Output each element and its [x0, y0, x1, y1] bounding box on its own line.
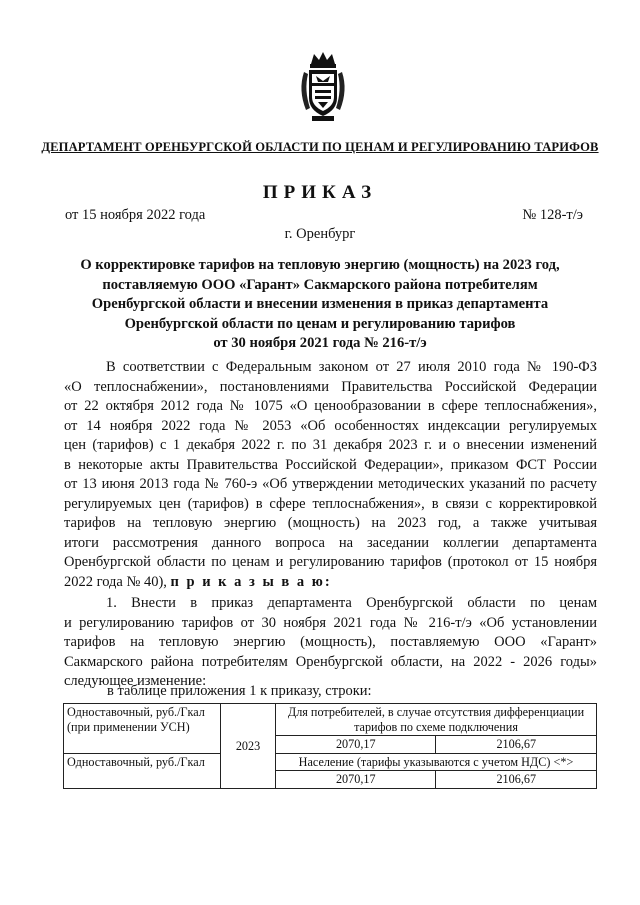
table-cell-value: 2070,17 [276, 771, 436, 789]
table-cell-value: 2106,67 [436, 771, 597, 789]
tariff-table [63, 703, 597, 789]
paragraph-line: 1. Внести в приказ департамента Оренбургской области по ценам [106, 595, 597, 611]
paragraph-line: «О теплоснабжении», постановлениями Правительства Российской Федерации [64, 378, 597, 395]
paragraph-line: В соответствии с Федеральным законом от 27 июля 2010 года № 190-ФЗ [106, 359, 597, 375]
paragraph-line: в некоторые акты Правительства Российской Федерации», приказом ФСТ России [64, 456, 597, 473]
document-type: ПРИКАЗ [262, 182, 378, 203]
table-cell-label: Одноставочный, руб./Гкал (при применении УСН) [64, 704, 221, 754]
paragraph-line-last [64, 573, 597, 593]
subject-line: от 30 ноября 2021 года № 216-т/э [213, 335, 427, 351]
table-cell-label: Одноставочный, руб./Гкал [64, 753, 221, 788]
paragraph-line: и регулированию тарифов от 30 ноября 2021 года № 216-т/э «Об установлении [64, 614, 597, 631]
paragraph-line: от 22 октября 2012 года № 1075 «О ценообразовании в сфере теплоснабжения», [64, 398, 597, 414]
table-row [64, 753, 597, 771]
paragraph-line: цен (тарифов) с 1 декабря 2022 г. по 31 декабря 2023 г. и о внесении изменений [64, 437, 597, 453]
paragraph-line: следующее изменение: [64, 673, 207, 689]
table-cell-header: Население (тарифы указываются с учетом НДС) <*> [276, 753, 597, 771]
table-row [64, 704, 597, 736]
order-word: п р и к а з ы в а ю: [170, 573, 332, 590]
document-city: г. Оренбург [284, 226, 356, 242]
table-cell-value: 2106,67 [436, 736, 597, 754]
document-date: от 15 ноября 2022 года [65, 207, 206, 223]
paragraph-line: регулируемых цен (тарифов) в сфере теплоснабжения», в связи с корректировкой [64, 495, 597, 512]
paragraph-line: от 13 июня 2013 года № 760-э «Об утверждении методических указаний по расчету [64, 476, 597, 492]
table-cell-value: 2070,17 [276, 736, 436, 754]
paragraph-tail: 2022 года № 40), [64, 573, 167, 590]
paragraph-line: итоги рассмотрения данного вопроса на заседании коллегии департамента [64, 534, 597, 551]
document-number: № 128-т/э [522, 207, 583, 223]
document-subject [60, 256, 580, 354]
subject-line: Оренбургской области по ценам и регулированию тарифов [124, 315, 516, 332]
table-cell-header: Для потребителей, в случае отсутствия дифференциации тарифов по схеме подключения [276, 704, 597, 736]
subject-line: О корректировке тарифов на тепловую энергию (мощность) на 2023 год, [80, 257, 560, 273]
paragraph-line: тарифов на тепловую энергию (мощность), поставляемую ООО «Гарант» [64, 634, 597, 650]
paragraph-line: тарифов на тепловую энергию (мощность) на 2023 год, а также учитывая [64, 515, 597, 531]
preamble-paragraph [64, 358, 597, 592]
table-caption: в таблице приложения 1 к приказу, строки: [107, 683, 372, 699]
table-cell-year: 2023 [221, 704, 276, 789]
subject-line: Оренбургской области и внесении изменения в приказ департамента [91, 296, 549, 312]
paragraph-line: Сакмарского района потребителям Оренбургской области, на 2022 - 2026 годы» [64, 653, 597, 670]
item-1-paragraph [64, 594, 597, 692]
subject-line: поставляемую ООО «Гарант» Сакмарского района потребителям [102, 276, 538, 293]
coat-of-arms-emblem [298, 50, 348, 124]
paragraph-line: от 14 ноября 2022 года № 2053 «Об особенностях индексации регулируемых [64, 417, 597, 434]
paragraph-line: Оренбургской области по ценам и регулированию тарифов (протокол от 15 ноября [64, 554, 597, 570]
department-name: ДЕПАРТАМЕНТ ОРЕНБУРГСКОЙ ОБЛАСТИ ПО ЦЕНАМ И РЕГУЛИРОВАНИЮ ТАРИФОВ [41, 140, 599, 154]
